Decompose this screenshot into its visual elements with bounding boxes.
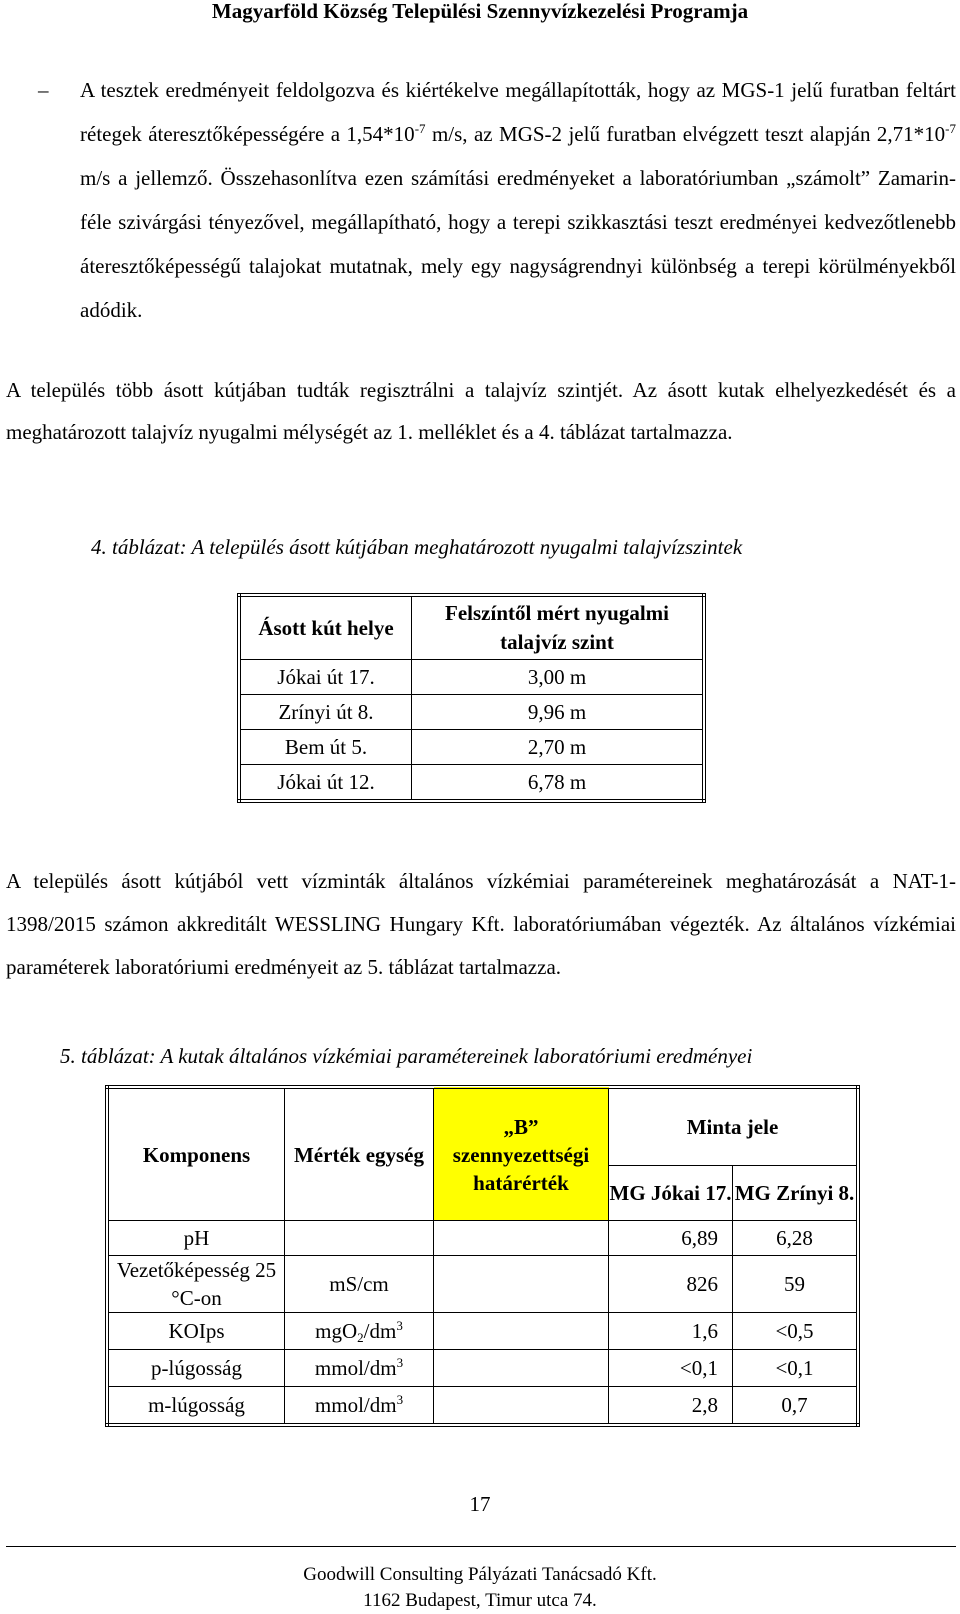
table-cell — [434, 1350, 609, 1387]
table-row — [239, 695, 704, 730]
bullet-dash: – — [38, 78, 49, 102]
table-cell: Zrínyi út 8. — [239, 695, 412, 730]
table-cell — [285, 1221, 434, 1256]
table-cell: Jókai út 17. — [239, 660, 412, 695]
table-cell: 0,7 — [733, 1387, 859, 1426]
exponent-2: -7 — [945, 121, 956, 136]
page-number: 17 — [469, 1492, 491, 1516]
table-cell: 2,8 — [609, 1387, 733, 1426]
table-cell: 826 — [609, 1256, 733, 1313]
footer-company: Goodwill Consulting Pályázati Tanácsadó Kft. — [303, 1564, 657, 1585]
unit-text: mmol/dm — [314, 1356, 397, 1380]
bullet-text-3: m/s a jellemző. Összehasonlítva ezen számítási eredményeket a laboratóriumban „számolt” Zamarin-féle szivárgási tényezővel, megállapítható, hogy a terepi szikkasztási teszt eredményei kedvezőtlenebb áteresztőképességű talajokat mutatnak, mely egy nagyságrendnyi különbség a terepi körülményekből adódik. — [80, 166, 956, 322]
column-header: MG Jókai 17. — [609, 1166, 733, 1221]
table-header-row — [239, 595, 704, 660]
table-cell: Bem út 5. — [239, 730, 412, 765]
paragraph-wells: A település több ásott kútjában tudták regisztrálni a talajvíz szintjét. Az ásott kutak elhelyezkedését és a meghatározott talajvíz nyugalmi mélységét az 1. melléklet és a 4. táblázat tartalmazza. — [6, 378, 956, 444]
table-cell: 6,78 m — [412, 765, 705, 802]
table-row — [107, 1350, 858, 1387]
limit-header: „B” szennyezettségi határérték — [434, 1087, 609, 1221]
table-row — [107, 1256, 858, 1313]
table-cell: <0,1 — [733, 1350, 859, 1387]
table-cell — [434, 1387, 609, 1426]
table-cell — [285, 1313, 434, 1350]
bullet-text-2: m/s, az MGS-2 jelű furatban elvégzett teszt alapján 2,71*10 — [425, 122, 946, 146]
exponent-1: -7 — [414, 121, 426, 136]
footer-address: 1162 Budapest, Timur utca 74. — [363, 1590, 597, 1611]
table-cell — [285, 1350, 434, 1387]
table-cell: Vezetőképesség 25 °C-on — [107, 1256, 285, 1313]
unit-superscript: 3 — [396, 1392, 404, 1407]
footer-divider — [6, 1546, 956, 1547]
table-cell: 6,89 — [609, 1221, 733, 1256]
table-cell: 59 — [733, 1256, 859, 1313]
table-cell: pH — [107, 1221, 285, 1256]
page-header: Magyarföld Község Települési Szennyvízkezelési Programja — [211, 0, 749, 23]
unit-text: mgO — [315, 1319, 358, 1343]
table-cell: 1,6 — [609, 1313, 733, 1350]
bullet-text-1: A tesztek eredményeit feldolgozva és kiértékelve megállapították, hogy az MGS-1 jelű furatban feltárt rétegek áteresztőképességére a 1,54*10 — [80, 78, 956, 146]
unit-text: mmol/dm — [314, 1393, 397, 1417]
table-cell: 2,70 m — [412, 730, 705, 765]
water-chemistry-table — [105, 1085, 860, 1427]
table-cell: 9,96 m — [412, 695, 705, 730]
column-header: MG Zrínyi 8. — [733, 1166, 859, 1221]
bullet-paragraph — [80, 68, 956, 332]
table-row — [107, 1313, 858, 1350]
unit-superscript: 3 — [396, 1318, 403, 1333]
table4-caption: 4. táblázat: A település ásott kútjában meghatározott nyugalmi talajvízszintek — [91, 535, 743, 559]
table-row — [107, 1221, 858, 1256]
table-cell: 3,00 m — [412, 660, 705, 695]
table-cell — [434, 1256, 609, 1313]
table-header-row — [107, 1087, 858, 1166]
table-cell: p-lúgosság — [107, 1350, 285, 1387]
table-row — [239, 765, 704, 802]
table-cell — [434, 1221, 609, 1256]
paragraph-lab: A település ásott kútjából vett vízminták általános vízkémiai paramétereinek meghatározását a NAT-1-1398/2015 számon akkreditált WESSLING Hungary Kft. laboratóriumában végezték. Az általános vízkémiai paraméterek laboratóriumi eredményeit az 5. táblázat tartalmazza. — [6, 869, 956, 979]
table-cell — [285, 1256, 434, 1313]
unit-subscript: 2 — [357, 1330, 364, 1345]
table-row — [107, 1387, 858, 1426]
table-cell: <0,1 — [609, 1350, 733, 1387]
table-cell — [285, 1387, 434, 1426]
column-header: Mérték egység — [285, 1087, 434, 1221]
table-cell: Jókai út 12. — [239, 765, 412, 802]
table-cell: KOIps — [107, 1313, 285, 1350]
table5-caption: 5. táblázat: A kutak általános vízkémiai paramétereinek laboratóriumi eredményei — [60, 1044, 753, 1068]
table-cell: m-lúgosság — [107, 1387, 285, 1426]
table-row — [239, 730, 704, 765]
table-cell — [434, 1313, 609, 1350]
unit-text: mS/cm — [329, 1272, 389, 1296]
unit-text: /dm — [363, 1319, 397, 1343]
column-header: Komponens — [107, 1087, 285, 1221]
table-cell: <0,5 — [733, 1313, 859, 1350]
table-cell: 6,28 — [733, 1221, 859, 1256]
table-row — [239, 660, 704, 695]
column-header: Ásott kút helye — [239, 595, 412, 660]
unit-superscript: 3 — [396, 1355, 404, 1370]
column-header: Felszíntől mért nyugalmi talajvíz szint — [412, 595, 705, 660]
column-header: Minta jele — [609, 1087, 859, 1166]
groundwater-table — [237, 593, 706, 803]
